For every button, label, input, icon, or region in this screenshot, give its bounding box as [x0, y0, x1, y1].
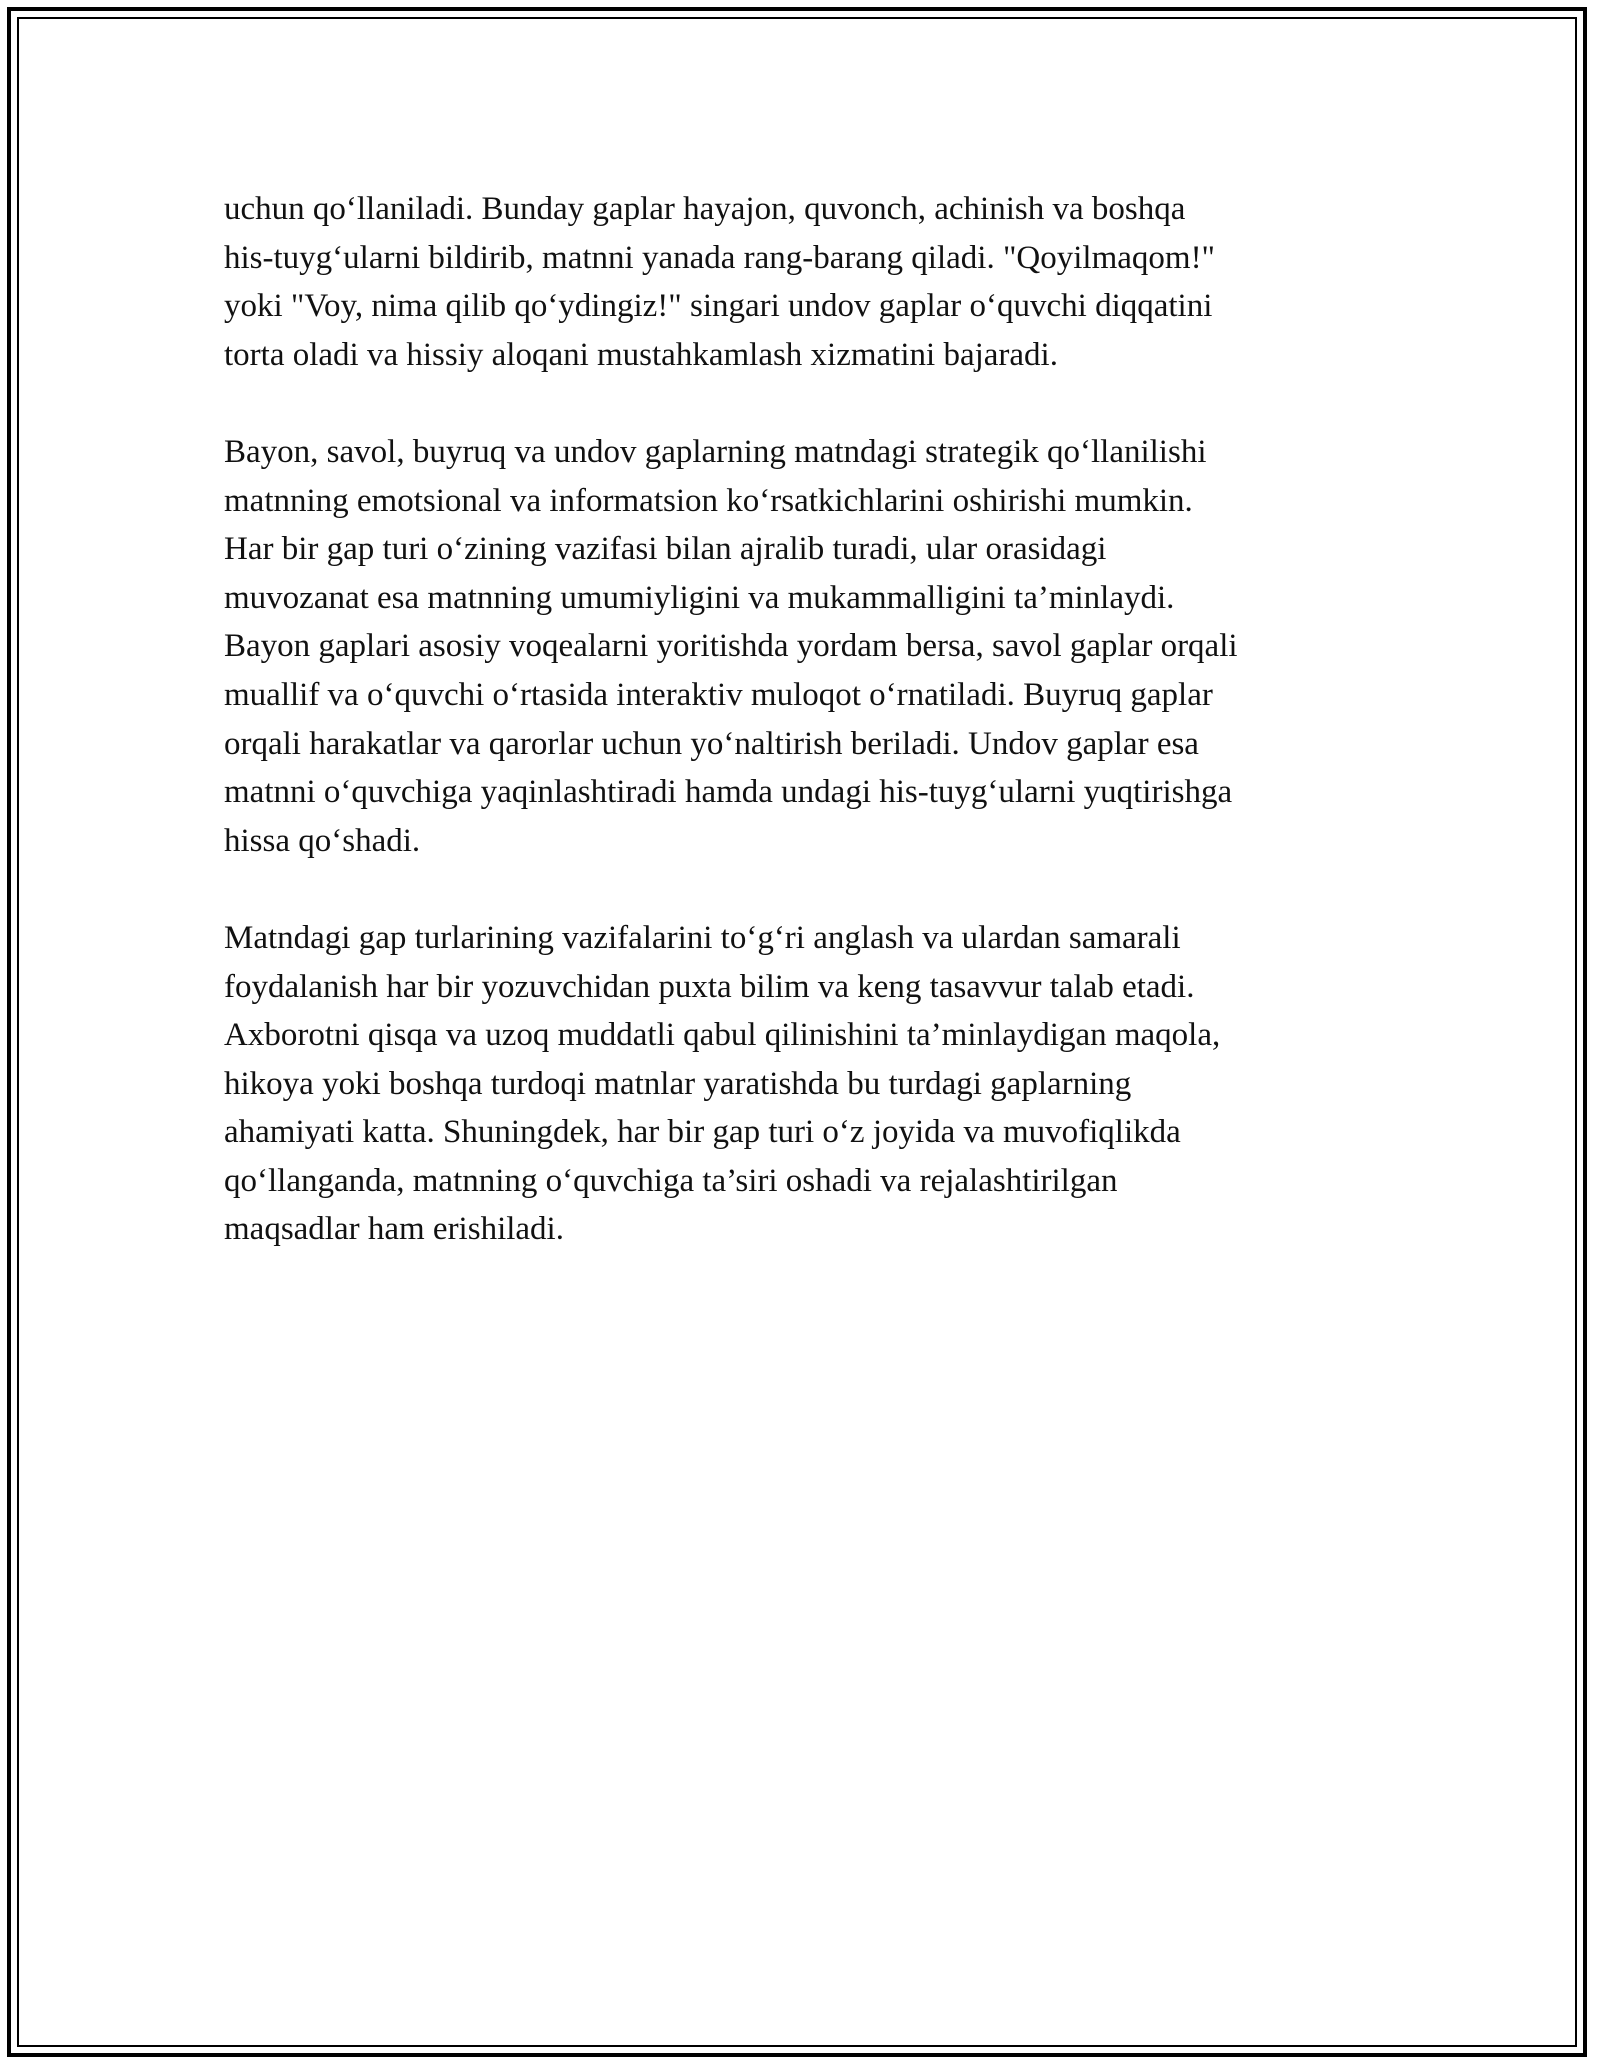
- text-line: ahamiyati katta. Shuningdek, har bir gap turi o‘z joyida va muvofiqlikda: [224, 1114, 1181, 1151]
- text-line: Bayon, savol, buyruq va undov gaplarning matndagi strategik qo‘llanilishi: [224, 433, 1207, 470]
- text-line: his-tuyg‘ularni bildirib, matnni yanada rang-barang qiladi. "Qoyilmaqom!": [224, 239, 1216, 276]
- text-line: muallif va o‘quvchi o‘rtasida interaktiv muloqot o‘rnatiladi. Buyruq gaplar: [224, 676, 1213, 713]
- text-line: matnni o‘quvchiga yaqinlashtiradi hamda undagi his-tuyg‘ularni yuqtirishga: [224, 774, 1233, 811]
- text-line: torta oladi va hissiy aloqani mustahkamlash xizmatini bajaradi.: [224, 336, 1058, 373]
- text-line: Har bir gap turi o‘zining vazifasi bilan ajralib turadi, ular orasidagi: [224, 531, 1107, 568]
- text-line: hissa qo‘shadi.: [224, 822, 421, 859]
- paragraph-1: [224, 185, 1404, 379]
- text-line: foydalanish har bir yozuvchidan puxta bilim va keng tasavvur talab etadi.: [224, 968, 1195, 1005]
- paragraph-3: [224, 914, 1404, 1254]
- text-line: yoki "Voy, nima qilib qo‘ydingiz!" singari undov gaplar o‘quvchi diqqatini: [224, 288, 1213, 325]
- text-line: Matndagi gap turlarining vazifalarini to‘g‘ri anglash va ulardan samarali: [224, 919, 1181, 956]
- text-line: qo‘llanganda, matnning o‘quvchiga ta’siri oshadi va rejalashtirilgan: [224, 1162, 1118, 1199]
- text-line: matnning emotsional va informatsion ko‘rsatkichlarini oshirishi mumkin.: [224, 482, 1193, 519]
- document-body: [224, 185, 1404, 1303]
- text-line: uchun qo‘llaniladi. Bunday gaplar hayajon, quvonch, achinish va boshqa: [224, 191, 1186, 227]
- text-line: muvozanat esa matnning umumiyligini va mukammalligini ta’minlaydi.: [224, 579, 1175, 616]
- text-line: hikoya yoki boshqa turdoqi matnlar yaratishda bu turdagi gaplarning: [224, 1065, 1132, 1102]
- text-line: maqsadlar ham erishiladi.: [224, 1211, 564, 1248]
- paragraph-2: [224, 428, 1404, 865]
- text-line: Bayon gaplari asosiy voqealarni yoritishda yordam bersa, savol gaplar orqali: [224, 628, 1238, 665]
- text-line: Axborotni qisqa va uzoq muddatli qabul qilinishini ta’minlaydigan maqola,: [224, 1017, 1221, 1054]
- text-line: orqali harakatlar va qarorlar uchun yo‘naltirish beriladi. Undov gaplar esa: [224, 725, 1199, 762]
